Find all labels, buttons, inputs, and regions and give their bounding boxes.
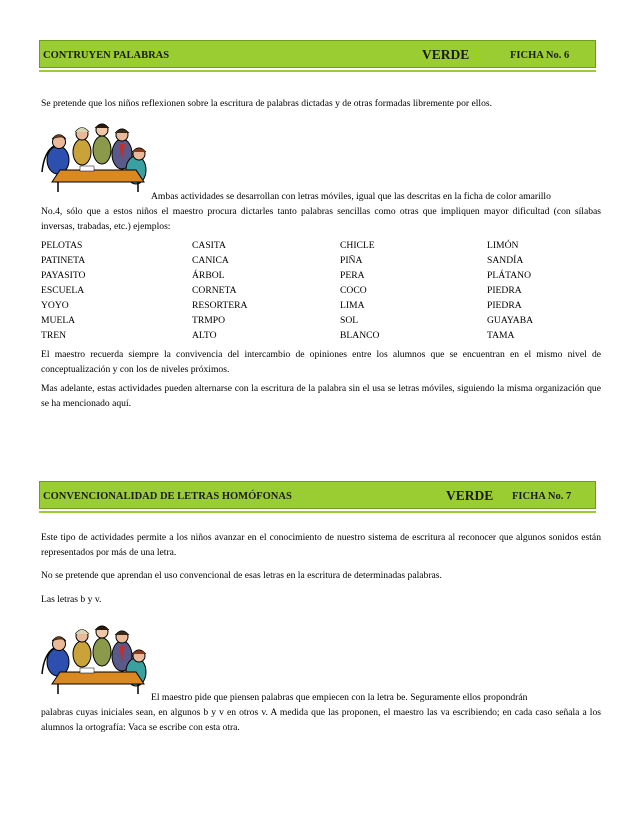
word: GUAYABA xyxy=(487,315,534,326)
ficha6-paragraph-1: El maestro recuerda siempre la convivencia del intercambio de opiniones entre los alumnos que se encuentran en el mismo nivel de conceptualización y con los de niveles próximos. xyxy=(41,349,601,375)
ficha7-activity-text: palabras cuyas iniciales sean, en algunos b y v en otros v. A medida que las proponen, el maestro las va escribiendo; en cada caso señala a los alumnos la ortografía: Vaca se escribe con esta otra. xyxy=(41,707,601,733)
ficha-header-6 xyxy=(39,40,596,68)
word: PERA xyxy=(340,270,365,281)
ficha7-paragraph-3: Las letras b y v. xyxy=(41,594,102,605)
ficha6-paragraph-2: Mas adelante, estas actividades pueden alternarse con la escritura de la palabra sin el usa se letras móviles, siguiendo la misma organización que se ha mencionado aquí. xyxy=(41,383,601,409)
word: SOL xyxy=(340,315,359,326)
header-rule xyxy=(39,511,596,513)
ficha6-activity-first-line: Ambas actividades se desarrollan con letras móviles, igual que las descritas en la ficha de color amarillo xyxy=(151,191,551,202)
word: PIÑA xyxy=(340,255,363,266)
word: YOYO xyxy=(41,300,69,311)
word: ÁRBOL xyxy=(192,270,225,281)
word: COCO xyxy=(340,285,367,296)
word: CASITA xyxy=(192,240,226,251)
word-column-2 xyxy=(192,238,247,343)
word: BLANCO xyxy=(340,330,380,341)
meeting-clipart xyxy=(42,626,146,694)
ficha-header-7 xyxy=(39,481,596,509)
word: TRMPO xyxy=(192,315,226,326)
ficha-number: FICHA No. 6 xyxy=(510,50,570,61)
ficha-title: CONVENCIONALIDAD DE LETRAS HOMÓFONAS xyxy=(43,491,292,502)
ficha-color: VERDE xyxy=(446,488,494,503)
meeting-clipart xyxy=(42,124,146,192)
word: LIMA xyxy=(340,300,365,311)
word: CHICLE xyxy=(340,240,375,251)
header-rule xyxy=(39,70,596,72)
word: TAMA xyxy=(487,330,515,341)
word-column-1 xyxy=(41,238,85,343)
word: PIEDRA xyxy=(487,285,522,296)
ficha-number: FICHA No. 7 xyxy=(512,491,572,502)
word: CANICA xyxy=(192,255,229,266)
word: PLÁTANO xyxy=(487,270,532,281)
ficha7-activity-first-line: El maestro pide que piensen palabras que empiecen con la letra be. Seguramente ellos propondrán xyxy=(151,692,528,703)
ficha6-activity-text: No.4, sólo que a estos niños el maestro procura dictarles tanto palabras sencillas como otras que impliquen mayor dificultad (con sílabas inversas, trabadas, etc.) ejemplos: xyxy=(41,206,601,232)
ficha7-paragraph-1: Este tipo de actividades permite a los niños avanzar en el conocimiento de nuestro sistema de escritura al reconocer que algunos sonidos están representados por más de una letra. xyxy=(41,532,601,558)
word: PIEDRA xyxy=(487,300,522,311)
word: LIMÓN xyxy=(487,240,519,251)
word: PELOTAS xyxy=(41,240,83,251)
word: TREN xyxy=(41,330,67,341)
word: CORNETA xyxy=(192,285,237,296)
word-column-3 xyxy=(340,238,379,343)
ficha-color: VERDE xyxy=(422,47,470,62)
word: RESORTERA xyxy=(192,300,248,311)
people-meeting-illustration xyxy=(40,614,150,696)
people-meeting-illustration xyxy=(40,112,150,194)
word: MUELA xyxy=(41,315,76,326)
word: ESCUELA xyxy=(41,285,85,296)
ficha-title: CONTRUYEN PALABRAS xyxy=(43,50,170,61)
word: ALTO xyxy=(192,330,217,341)
word: PAYASITO xyxy=(41,270,86,281)
word: SANDÍA xyxy=(487,255,524,266)
ficha6-intro: Se pretende que los niños reflexionen sobre la escritura de palabras dictadas y de otras formadas libremente por ellos. xyxy=(41,98,493,109)
word-column-4 xyxy=(487,238,533,343)
word: PATINETA xyxy=(41,255,86,266)
ficha7-paragraph-2: No se pretende que aprendan el uso convencional de esas letras en la escritura de determinadas palabras. xyxy=(41,570,442,581)
